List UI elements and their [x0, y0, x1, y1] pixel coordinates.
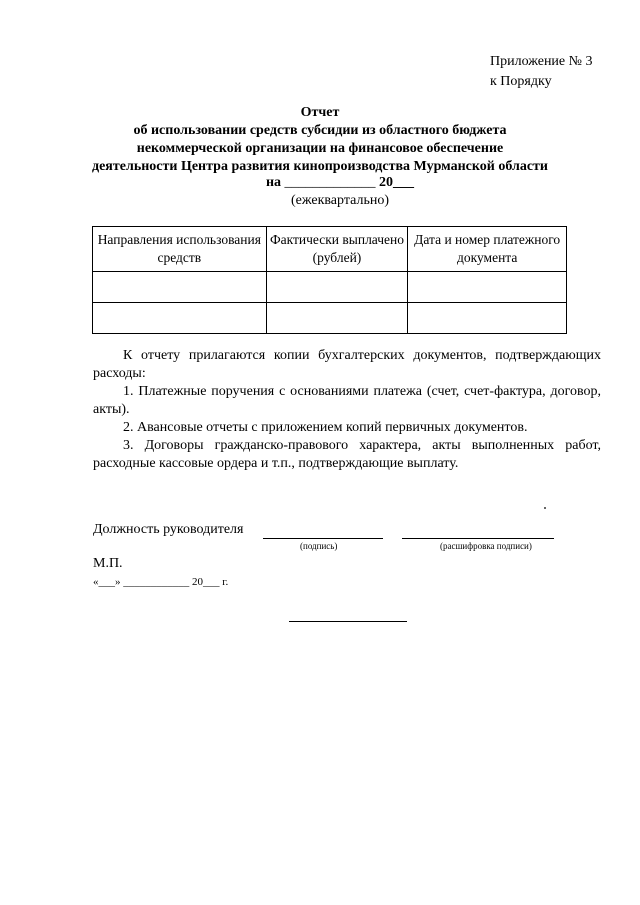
table-cell — [408, 303, 567, 334]
attachment-item-1: 1. Платежные поручения с основаниями платежа (счет, счет-фактура, договор, акты). — [93, 384, 601, 417]
report-title — [60, 104, 580, 176]
title-line-3: некоммерческой организации на финансовое обеспечение — [136, 141, 504, 156]
position-label: Должность руководителя — [93, 522, 244, 537]
table-cell — [408, 272, 567, 303]
scan-speck — [544, 507, 546, 509]
table-cell — [266, 303, 408, 334]
report-table — [92, 226, 567, 334]
signature-caption: (подпись) — [300, 541, 338, 551]
attachment-item-3: 3. Договоры гражданско-правового характера, акты выполненных работ, расходные кассовые ордера и т.п., подтверждающие выплату. — [93, 438, 601, 471]
table-row — [93, 303, 567, 334]
period-year: 20___ — [379, 175, 415, 190]
signature-line — [263, 522, 383, 539]
appendix-header — [490, 52, 593, 92]
title-line-4: деятельности Центра развития кинопроизводства Мурманской области — [92, 159, 548, 174]
title-line-2: об использовании средств субсидии из областного бюджета — [133, 123, 507, 138]
period-blank: _____________ — [284, 175, 376, 190]
date-line: «___» ____________ 20___ г. — [93, 576, 229, 588]
column-header-paid: Фактически выплачено (рублей) — [266, 227, 408, 272]
table-cell — [266, 272, 408, 303]
table-row — [93, 272, 567, 303]
report-period — [0, 175, 640, 191]
signature-decode-line — [402, 522, 554, 539]
table-header-row — [93, 227, 567, 272]
table-cell — [93, 272, 267, 303]
attachment-item-2: 2. Авансовые отчеты с приложением копий первичных документов. — [123, 420, 528, 435]
bottom-rule — [289, 621, 407, 622]
column-header-direction: Направления использования средств — [93, 227, 267, 272]
attachments-intro: К отчету прилагаются копии бухгалтерских документов, подтверждающих расходы: — [93, 348, 601, 381]
table-cell — [93, 303, 267, 334]
report-frequency: (ежеквартально) — [291, 193, 389, 208]
period-prefix: на — [265, 175, 282, 190]
attachments-text — [93, 347, 601, 473]
appendix-number: Приложение № 3 — [490, 54, 593, 69]
title-line-1: Отчет — [300, 105, 340, 120]
column-header-payment-document: Дата и номер платежного документа — [408, 227, 567, 272]
decode-caption: (расшифровка подписи) — [440, 541, 532, 551]
stamp-place: М.П. — [93, 556, 123, 571]
appendix-reference: к Порядку — [490, 74, 552, 89]
